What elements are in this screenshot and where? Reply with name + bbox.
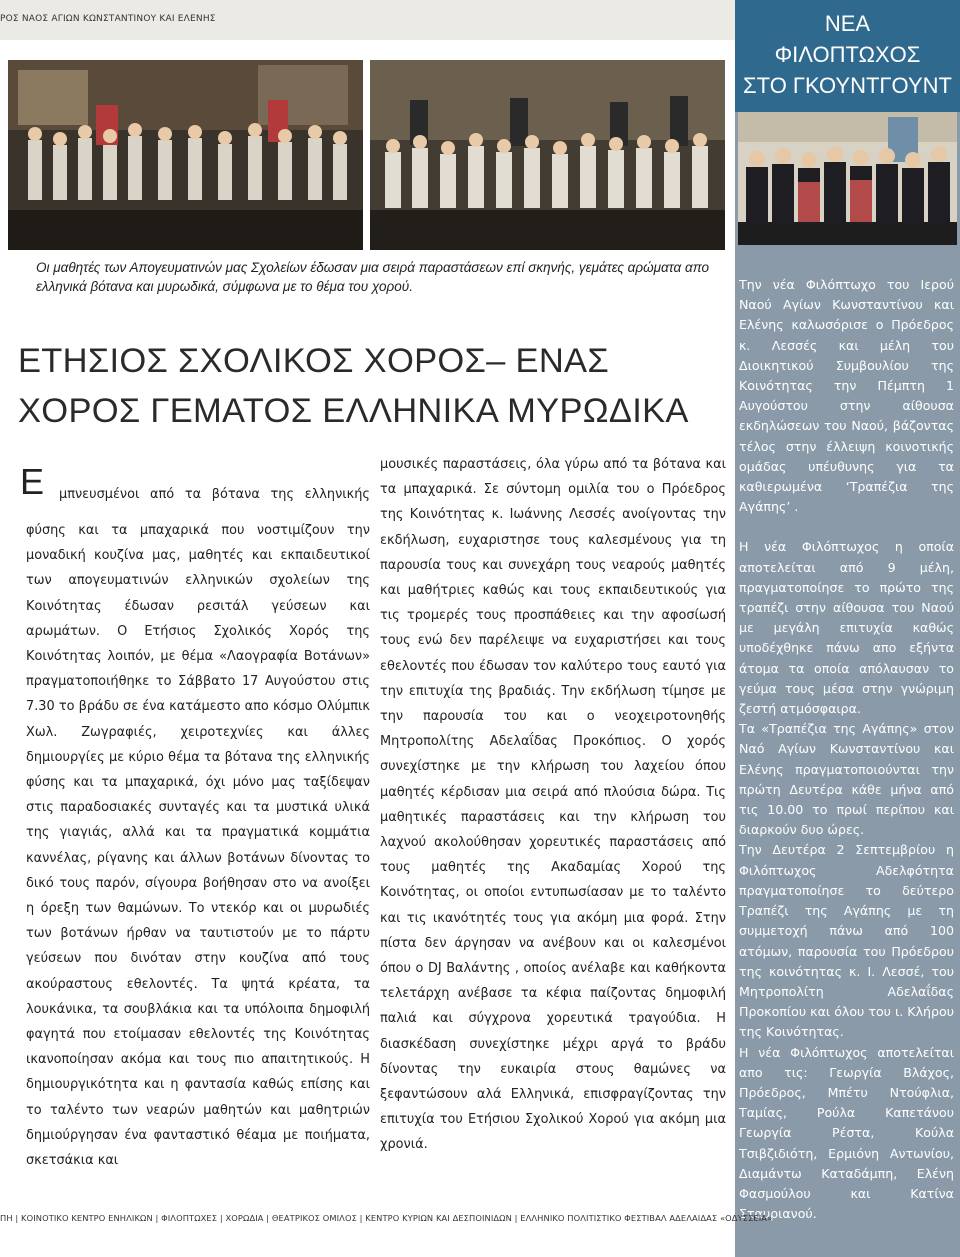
sidebar-paragraph: Η νέα Φιλόπτωχος αποτελείται απο τις: Γεωργία Βλάχος, Πρόεδρος, Μπέτυ Ντούφλια, Ταμίας, Ρούλα Καπετάνου Γεωργία Ρέστα, Κούλα Τσιβζιδιότη, Ερμιόνη Αντωνίου, Διαμάντω Καταδάμπη, Ελένη Φασμούλου και Κατίνα Σταυριανού. (739, 1044, 954, 1222)
sidebar-heading-line: ΣΤΟ ΓΚΟΥΝΤΓΟΥΝΤ (743, 73, 952, 98)
parish-name: ΡΟΣ ΝΑΟΣ ΑΓΙΩΝ ΚΩΝΣΤΑΝΤΙΝΟΥ ΚΑΙ ΕΛΕΝΗΣ (0, 14, 216, 24)
children-choir-photo (370, 60, 725, 250)
philoptochos-members-photo (738, 112, 957, 245)
article-column-1: φύσης και τα μπαχαρικά που νοστιμίζουν την μοναδική κουζίνα μας, μαθητές και εκπαιδευτικοί των απογευματινών ελληνικών σχολείων της Κοινότητας έδωσαν ρεσιτάλ γεύσεων και αρωμάτων. Ο Ετήσιος Σχολικός Χορός της Κοινότητας λοιπόν, με θέμα «Λαογραφία Βοτάνων» πραγματοποιήθηκε το Σάββατο 17 Αυγούστου στις 7.30 το βράδυ σε ένα κατάμεστο απο κόσμο Ολύμπικ Χωλ. Ζωγραφιές, χειροτεχνίες και άλλες δημιουργίες με κύριο θέμα τα βότανα της ελληνικής φύσης και τα μπαχαρικά, όχι μόνο μας ταξίδεψαν στις παραδοσιακές συνταγές και τα μυστικά υλικά της γιαγιάς, αλλά και τα πραγματικά κομμάτια καννέλας, ρίγανης και άλλων βοτάνων δίνοντας το δικό τους παρόν, σίγουρα βοήθησαν στο να ανοίξει η όρεξη των θαμώνων. Το ντεκόρ και οι μυρωδιές των βοτάνων ήρθαν να ταυτιστούν με το πάρτυ γεύσεων που δινόταν στην κουζίνα από τους ακούραστους εθελοντές. Τα ψητά κρέατα, τα λουκάνικα, τα σουβλάκια και τα υπόλοιπα δημοφιλή φαγητά που ετοίμασαν εθελοντές της Κοινότητας ικανοποίησαν ακόμα και τους πιο απαιτητικούς. Η δημιουργικότητα και η φαντασία καθώς επίσης και το ταλέντο των νεαρών μαθητών και μαθητριών δημιούργησαν ένα φανταστικό θέαμα με ποιήματα, σκετσάκια και (26, 523, 370, 1169)
sidebar-heading-line: ΝΕΑ (824, 11, 871, 36)
sidebar-paragraph: Την νέα Φιλόπτωχο του Ιερού Ναού Αγίων Κωνσταντίνου και Ελένης καλωσόρισε ο Πρόεδρος κ. Λεσσές και μέλη του Διοικητικού Συμβουλίου της Κοινότητας την Πέμπτη 1 Αυγούστου στην αίθουσα εκδηλώσεων του Ναού, βάζοντας τέλος στην έλλειψη κοινοτικής ομάδας υπέυθυνης για τα καθιερωμένα ‘Τραπέζια της Αγάπης’ . (739, 277, 954, 515)
drop-cap: Ε (20, 461, 45, 502)
children-performance-photo (8, 60, 363, 250)
sidebar-paragraph: Την Δευτέρα 2 Σεπτεμβρίου η Φιλόπτωχος Αδελφότητα πραγματοποίησε το δεύτερο Τραπέζι της Αγάπης με τη συμμετοχή πάνω από 100 ατόμων, παρουσία του Πρόεδρου της κοινότητας κ. Ι. Λεσσέ, του Μητροπολίτη Αδελαΐδας Προκοπίου και όλου του ι. Κλήρου της Κοινότητας. (739, 842, 954, 1040)
article-title (18, 336, 718, 436)
sidebar-heading-line: ΦΙΛΟΠΤΩΧΟΣ (774, 42, 921, 67)
footer-links (0, 1213, 773, 1229)
sidebar-paragraph: Η νέα Φιλόπτωχος η οποία αποτελείται από 9 μέλη, πραγματοποίησε το πρώτο της τραπέζι στην αίθουσα του Ναού με μεγάλη επιτυχία καθώς υποδέχθηκε πάνω απο εξήντα άτομα τα οποία απόλαυσαν το γεύμα τους μέσα στην γνώριμη ζεστή ατμόσφαιρα. (739, 539, 954, 717)
sidebar-heading (735, 0, 960, 112)
header-band (0, 0, 735, 40)
sidebar-article (739, 275, 954, 1224)
sidebar-paragraph: Τα «Τραπέζια της Αγάπης» στον Ναό Αγίων Κωνσταντίνου και Ελένης πραγματοποιούνται την πρώτη Δευτέρα κάθε μήνα από τις 10.00 το πρωί περίπου και διαρκούν δυο ώρες. (739, 721, 954, 838)
article-title-line: ΕΤΗΣΙΟΣ ΣΧΟΛΙΚΟΣ ΧΟΡΟΣ– ΕΝΑΣ (18, 342, 609, 380)
article-title-line: ΧΟΡΟΣ ΓΕΜΑΤΟΣ ΕΛΛΗΝΙΚΑ ΜΥΡΩΔΙΚΑ (18, 392, 689, 430)
photo-caption: Οι μαθητές των Απογευματινών μας Σχολείων έδωσαν μια σειρά παραστάσεων επί σκηνής, γεμάτες αρώματα απο ελληνικά βότανα και μυρωδικά, σύμφωνα με το θέμα του χορού. (36, 260, 710, 294)
article-first-line: μπνευσμένοι από τα βότανα της ελληνικής (59, 487, 370, 502)
footer-link-list: ΠΗ | ΚΟΙΝΟΤΙΚΟ ΚΕΝΤΡΟ ΕΝΗΛΙΚΩΝ | ΦΙΛΟΠΤΩΧΕΣ | ΧΟΡΩΔΙΑ | ΘΕΑΤΡΙΚΟΣ ΟΜΙΛΟΣ | ΚΕΝΤΡΟ ΚΥΡΙΩΝ ΚΑΙ ΔΕΣΠΟΙΝΙΔΩΝ | ΕΛΛΗΝΙΚΟ ΠΟΛΙΤΙΣΤΙΚΟ ΦΕΣΤΙΒΑΛ ΑΔΕΛΑΙΔΑΣ «ΟΔΥΣΣΕΙΑ» (0, 1213, 773, 1223)
article-column-2: μουσικές παραστάσεις, όλα γύρω από τα βότανα και τα μπαχαρικά. Σε σύντομη ομιλία του ο Πρόεδρος της Κοινότητας κ. Ιωάννης Λεσσές ανοίγοντας την εκδήλωση, ευχαριστησε τους καλεσμένους για τη παρουσία τους και συνεχάρη τους νεαρούς μαθητές και μαθήτριες καθώς και τους εκπαιδευτικούς για τις τρομερές τους προσπάθειες και την αφοσίωσή τους ενώ δεν παρέλειψε να ευχαριστήσει και τους εθελοντές που έδωσαν τον καλύτερο τους εαυτό για την επιτυχία της βραδιάς. Την εκδήλωση τίμησε με την παρουσία του και ο νεοχειροτονηθής Μητροπολίτης Αδελαΐδας Προκόπιος. Ο χορός συνεχίστηκε με την κλήρωση του λαχείου όπου μαθητές κέρδισαν μια σειρά από πλούσια δώρα. Τις μαθητικές παραστάσεις και την κλήρωση του λαχνού ακολούθησαν χορευτικές παραστάσεις από τους μαθητές της Ακαδαμίας Χορού της Κοινότητας, οι οποίοι εντυπωσίασαν με το ταλέντο και τις ικανότητές τους για ακόμη μια φορά. Στην πίστα δεν άργησαν να ανέβουν και οι καλεσμένοι όπου ο DJ Βαλάντης , οποίος ανέλαβε και καθήκοντα τελετάρχη ανέβασε τα κέφια παίζοντας δημοφιλή παλιά και σύγχρονα χορευτικά τραγούδια. Η διασκέδαση συνεχίστηκε μέχρι αργά το βράδυ δίνοντας την ευκαιρία στους θαμώνες να ξεφαντώσουν αλά Ελληνικά, επισφραγίζοντας την επιτυχία του Ετήσιου Σχολικού Χορού για ακόμη μια χρονιά. (380, 457, 726, 1153)
